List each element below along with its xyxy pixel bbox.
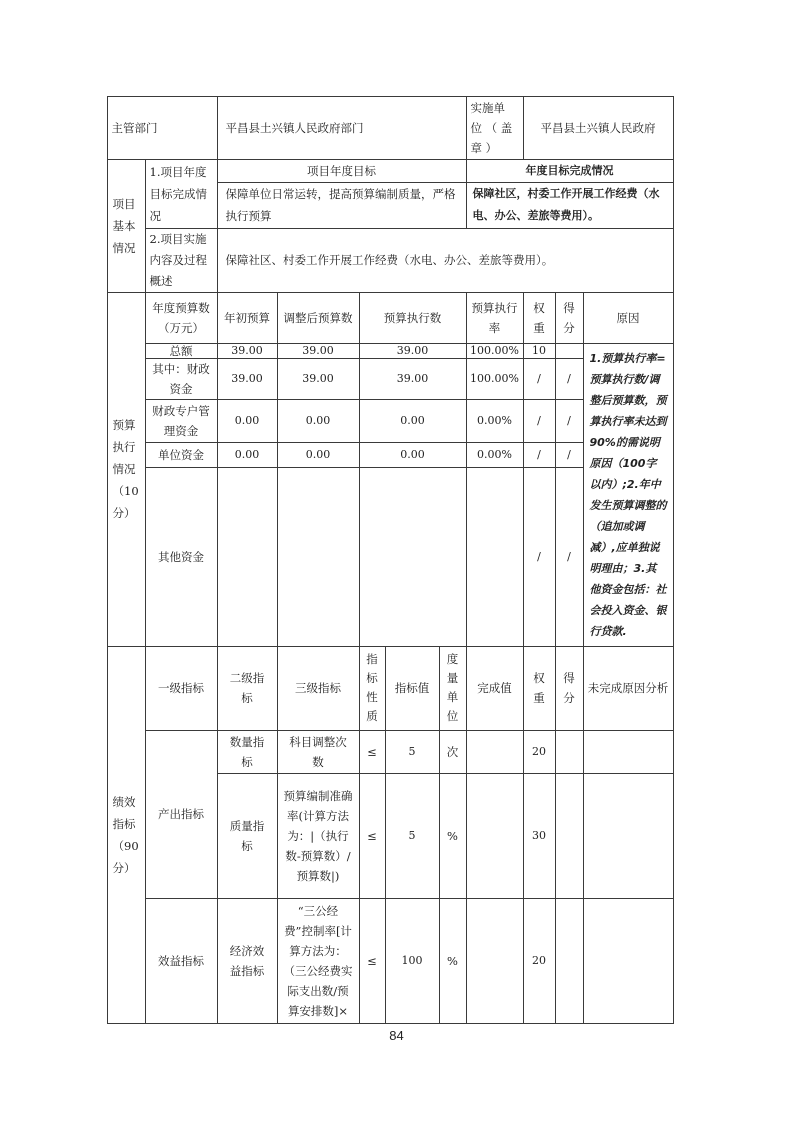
perf-header-level2: 二级指标 — [217, 646, 278, 731]
performance-section-label: 绩效指标（90分） — [107, 646, 146, 1024]
budget-row-weight: / — [523, 467, 556, 647]
content-row-label: 2.项目实施内容及过程概述 — [145, 228, 218, 293]
basic-section-label: 项目基本情况 — [107, 159, 146, 293]
budget-row-rate: 100.00% — [466, 343, 524, 359]
dept-value: 平昌县土兴镇人民政府部门 — [217, 96, 467, 160]
budget-row-name: 财政专户管理资金 — [145, 399, 218, 443]
budget-header-adjusted: 调整后预算数 — [277, 292, 360, 344]
perf-row-unit: 次 — [439, 730, 467, 774]
perf-header-score: 得分 — [555, 646, 584, 731]
budget-row-rate: 0.00% — [466, 399, 524, 443]
budget-row-executed: 39.00 — [359, 343, 467, 359]
budget-row-adjusted: 39.00 — [277, 343, 360, 359]
page-number: 84 — [389, 1028, 404, 1043]
impl-label-line: 位 （ 盖 — [470, 120, 513, 135]
perf-row-reason — [583, 730, 674, 774]
budget-row-adjusted: 39.00 — [277, 358, 360, 400]
budget-row-executed — [359, 467, 467, 647]
budget-row-adjusted: 0.00 — [277, 399, 360, 443]
budget-header-executed: 预算执行数 — [359, 292, 467, 344]
budget-row-weight: / — [523, 358, 556, 400]
budget-row-initial — [217, 467, 278, 647]
perf-row-weight: 30 — [523, 773, 556, 899]
perf-row-reason — [583, 773, 674, 899]
budget-row-executed: 0.00 — [359, 442, 467, 468]
perf-row-score — [555, 773, 584, 899]
perf-header-nature: 指标性质 — [359, 646, 386, 731]
budget-header-rate: 预算执行率 — [466, 292, 524, 344]
budget-row-executed: 0.00 — [359, 399, 467, 443]
perf-row-unit: % — [439, 773, 467, 899]
perf-header-value: 指标值 — [385, 646, 440, 731]
perf-level1-benefit: 效益指标 — [145, 898, 218, 1024]
completion-col-header: 年度目标完成情况 — [466, 159, 674, 183]
perf-row-score — [555, 730, 584, 774]
perf-row-score — [555, 898, 584, 1024]
goal-row-label: 1.项目年度目标完成情况 — [145, 159, 218, 229]
perf-header-actual: 完成值 — [466, 646, 524, 731]
content-text: 保障社区、村委工作开展工作经费（水电、办公、差旅等费用）。 — [217, 228, 674, 293]
perf-row-level3: 预算编制准确率(计算方法为：|（执行数-预算数）/预算数|) — [277, 773, 360, 899]
perf-header-level1: 一级指标 — [145, 646, 218, 731]
budget-row-initial: 0.00 — [217, 399, 278, 443]
perf-header-reason: 未完成原因分析 — [583, 646, 674, 731]
budget-row-weight: 10 — [523, 343, 556, 359]
budget-header-reason: 原因 — [583, 292, 674, 344]
impl-label — [466, 96, 524, 160]
budget-row-adjusted — [277, 467, 360, 647]
budget-row-score: / — [555, 358, 584, 400]
perf-level1-output: 产出指标 — [145, 730, 218, 899]
budget-row-weight: / — [523, 399, 556, 443]
budget-row-adjusted: 0.00 — [277, 442, 360, 468]
budget-row-name: 其他资金 — [145, 467, 218, 647]
perf-row-value: 5 — [385, 773, 440, 899]
perf-row-actual — [466, 730, 524, 774]
goal-col-header: 项目年度目标 — [217, 159, 467, 183]
budget-header-score: 得分 — [555, 292, 584, 344]
impl-value: 平昌县土兴镇人民政府 — [523, 96, 674, 160]
perf-row-reason — [583, 898, 674, 1024]
goal-text: 保障单位日常运转，提高预算编制质量，严格执行预算 — [217, 182, 467, 229]
budget-row-name: 其中：财政资金 — [145, 358, 218, 400]
budget-reason-note: 1.预算执行率=预算执行数/调整后预算数，预算执行率未达到90%的需说明原因（100字以内）;2.年中发生预算调整的（追加或调减）,应单独说明理由；3.其他资金包括：社会投入资金、银行贷款. — [583, 343, 674, 647]
budget-row-executed: 39.00 — [359, 358, 467, 400]
perf-row-actual — [466, 898, 524, 1024]
budget-row-score — [555, 343, 584, 359]
perf-row-unit: % — [439, 898, 467, 1024]
budget-section-label: 预算执行情况（10分） — [107, 292, 146, 647]
completion-text: 保障社区，村委工作开展工作经费（水电、办公、差旅等费用）。 — [466, 182, 674, 229]
perf-row-level2: 质量指标 — [217, 773, 278, 899]
budget-row-initial: 0.00 — [217, 442, 278, 468]
perf-row-nature: ≤ — [359, 773, 386, 899]
perf-row-nature: ≤ — [359, 898, 386, 1024]
perf-row-nature: ≤ — [359, 730, 386, 774]
dept-label: 主管部门 — [107, 96, 218, 160]
perf-header-weight: 权重 — [523, 646, 556, 731]
budget-row-rate: 100.00% — [466, 358, 524, 400]
perf-header-unit: 度量单位 — [439, 646, 467, 731]
budget-row-weight: / — [523, 442, 556, 468]
budget-row-initial: 39.00 — [217, 343, 278, 359]
budget-header-weight: 权重 — [523, 292, 556, 344]
perf-row-weight: 20 — [523, 898, 556, 1024]
perf-row-level3: “三公经费”控制率[计算方法为：（三公经费实际支出数/预算安排数]× — [277, 898, 360, 1024]
budget-header-initial: 年初预算 — [217, 292, 278, 344]
perf-row-value: 5 — [385, 730, 440, 774]
perf-row-weight: 20 — [523, 730, 556, 774]
impl-label-line: 章 ） — [470, 140, 498, 155]
budget-row-rate — [466, 467, 524, 647]
budget-row-rate: 0.00% — [466, 442, 524, 468]
perf-header-level3: 三级指标 — [277, 646, 360, 731]
perf-row-level2: 数量指标 — [217, 730, 278, 774]
budget-header-annual: 年度预算数（万元） — [145, 292, 218, 344]
budget-row-score: / — [555, 399, 584, 443]
perf-row-level3: 科目调整次数 — [277, 730, 360, 774]
budget-row-score: / — [555, 442, 584, 468]
impl-label-line: 实施单 — [470, 100, 505, 115]
budget-row-name: 单位资金 — [145, 442, 218, 468]
perf-row-level2: 经济效益指标 — [217, 898, 278, 1024]
budget-row-score: / — [555, 467, 584, 647]
perf-row-actual — [466, 773, 524, 899]
budget-row-initial: 39.00 — [217, 358, 278, 400]
perf-row-value: 100 — [385, 898, 440, 1024]
budget-row-name: 总额 — [145, 343, 218, 359]
